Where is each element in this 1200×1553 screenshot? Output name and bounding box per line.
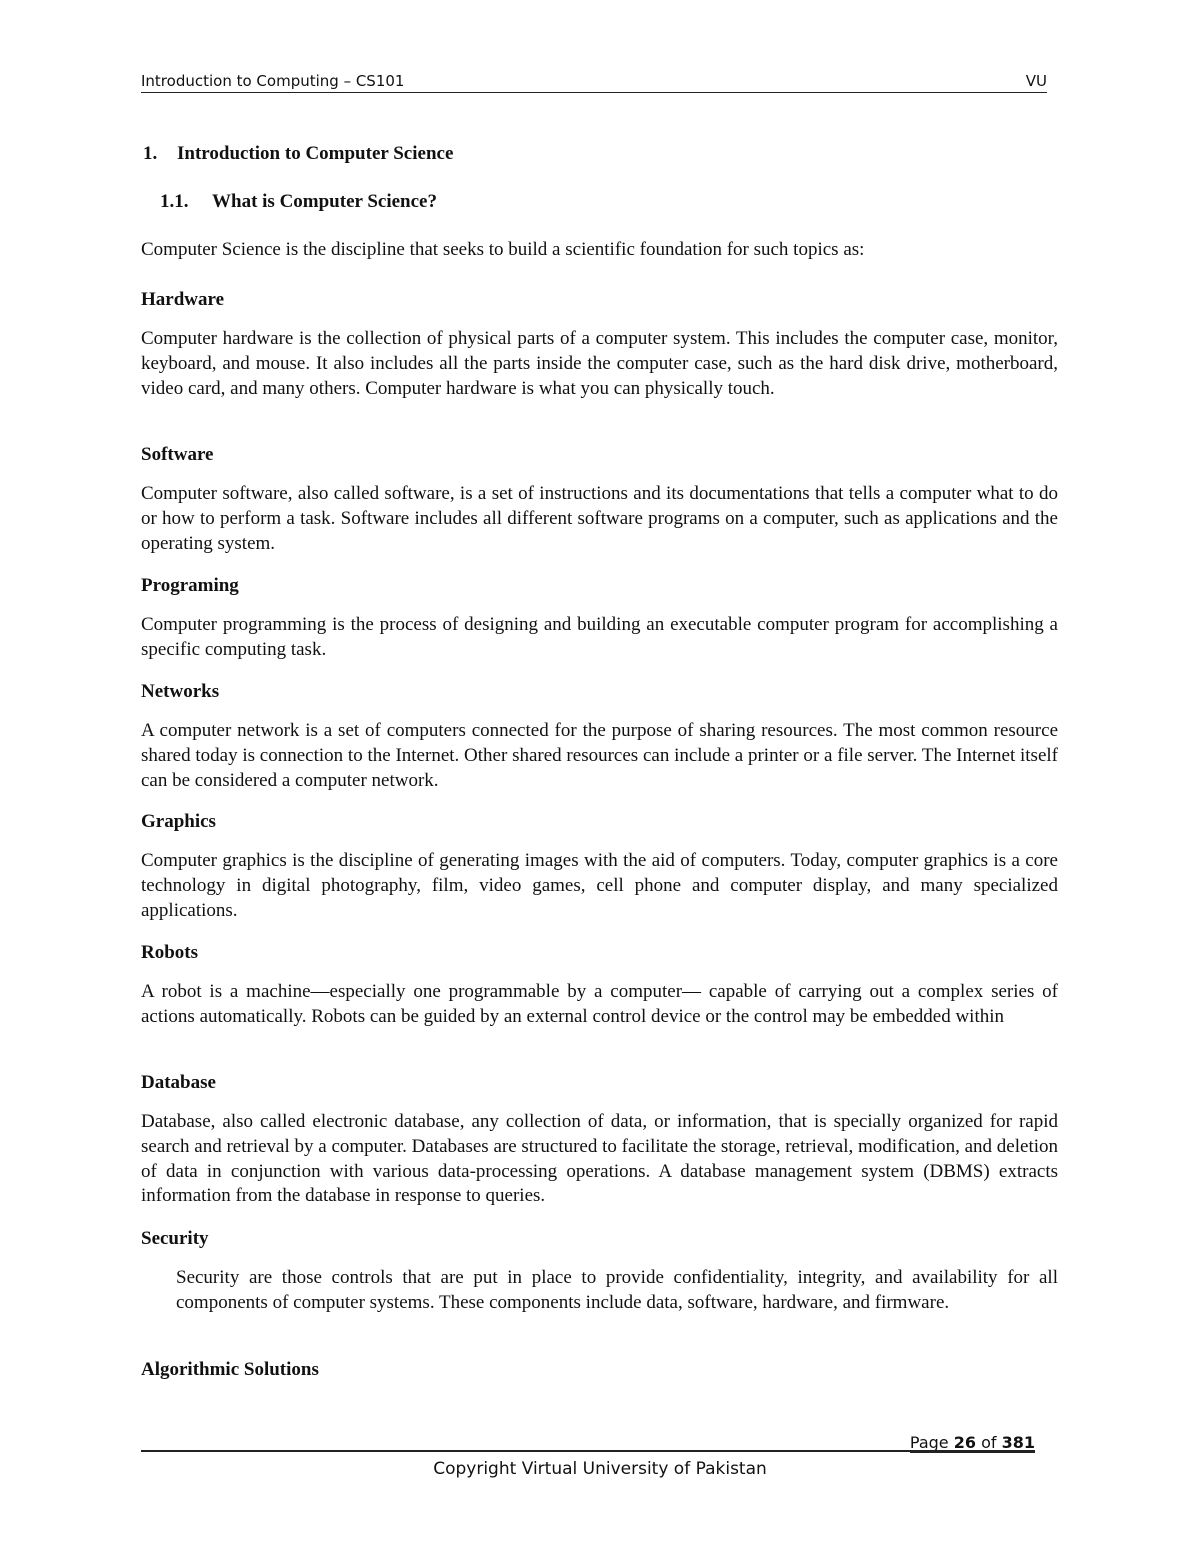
topic-heading-networks: Networks bbox=[141, 681, 220, 702]
running-header bbox=[141, 70, 1047, 93]
chapter-number: 1. bbox=[143, 143, 158, 164]
topic-text-robots: A robot is a machine—especially one programmable by a computer— capable of carrying out a complex series of actions automatically. Robots can be guided by an external control device or the control may be embedded within bbox=[141, 981, 1058, 1027]
page-current: 26 bbox=[953, 1433, 976, 1452]
topic-text-security: Security are those controls that are put in place to provide confidentiality, integrity, and availability for all components of computer systems. These components include data, software, hardware, and firmware. bbox=[176, 1267, 1058, 1313]
footer-copyright: Copyright Virtual University of Pakistan bbox=[433, 1459, 767, 1479]
page-label: Page bbox=[909, 1433, 949, 1452]
section-heading bbox=[160, 191, 437, 213]
topic-text-programing: Computer programming is the process of designing and building an executable computer program for accomplishing a specific computing task. bbox=[141, 614, 1058, 660]
intro-paragraph: Computer Science is the discipline that seeks to build a scientific foundation for such topics as: bbox=[141, 239, 865, 260]
topic-text-hardware: Computer hardware is the collection of physical parts of a computer system. This includes the computer case, monitor, keyboard, and mouse. It also includes all the parts inside the computer case, such as the hard disk drive, motherboard, video card, and many others. Computer hardware is what you can physically touch. bbox=[141, 328, 1058, 399]
topic-text-networks: A computer network is a set of computers connected for the purpose of sharing resources. The most common resource shared today is connection to the Internet. Other shared resources can include a printer or a file server. The Internet itself can be considered a computer network. bbox=[141, 720, 1058, 791]
chapter-heading bbox=[143, 143, 453, 165]
topic-heading-algorithmic-solutions: Algorithmic Solutions bbox=[141, 1359, 319, 1380]
page-of: of bbox=[981, 1433, 997, 1452]
topic-text-software: Computer software, also called software, is a set of instructions and its documentations that tells a computer what to do or how to perform a task. Software includes all different software programs on a computer, such as applications and the operating system. bbox=[141, 483, 1058, 554]
topic-text-graphics: Computer graphics is the discipline of generating images with the aid of computers. Today, computer graphics is a core technology in digital photography, film, video games, cell phone and computer display, and many specialized applications. bbox=[141, 850, 1058, 921]
topic-heading-robots: Robots bbox=[141, 942, 199, 963]
chapter-title: Introduction to Computer Science bbox=[177, 143, 454, 164]
topic-heading-graphics: Graphics bbox=[141, 811, 216, 832]
topic-heading-database: Database bbox=[141, 1072, 216, 1093]
section-number: 1.1. bbox=[160, 191, 189, 212]
topic-heading-hardware: Hardware bbox=[141, 289, 225, 310]
header-course: Introduction to Computing – CS101 bbox=[141, 72, 405, 90]
footer-rule bbox=[141, 1450, 1035, 1452]
topic-heading-security: Security bbox=[141, 1228, 209, 1249]
page-total: 381 bbox=[1001, 1433, 1035, 1452]
topic-heading-programing: Programing bbox=[141, 575, 239, 596]
topic-text-database: Database, also called electronic database, any collection of data, or information, that is specially organized for rapid search and retrieval by a computer. Databases are structured to facilitate the storage, retrieval, modification, and deletion of data in conjunction with various data-processing operations. A database management system (DBMS) extracts information from the database in response to queries. bbox=[141, 1111, 1058, 1207]
topic-heading-software: Software bbox=[141, 444, 214, 465]
header-org: VU bbox=[1025, 72, 1047, 90]
section-title: What is Computer Science? bbox=[212, 191, 437, 212]
